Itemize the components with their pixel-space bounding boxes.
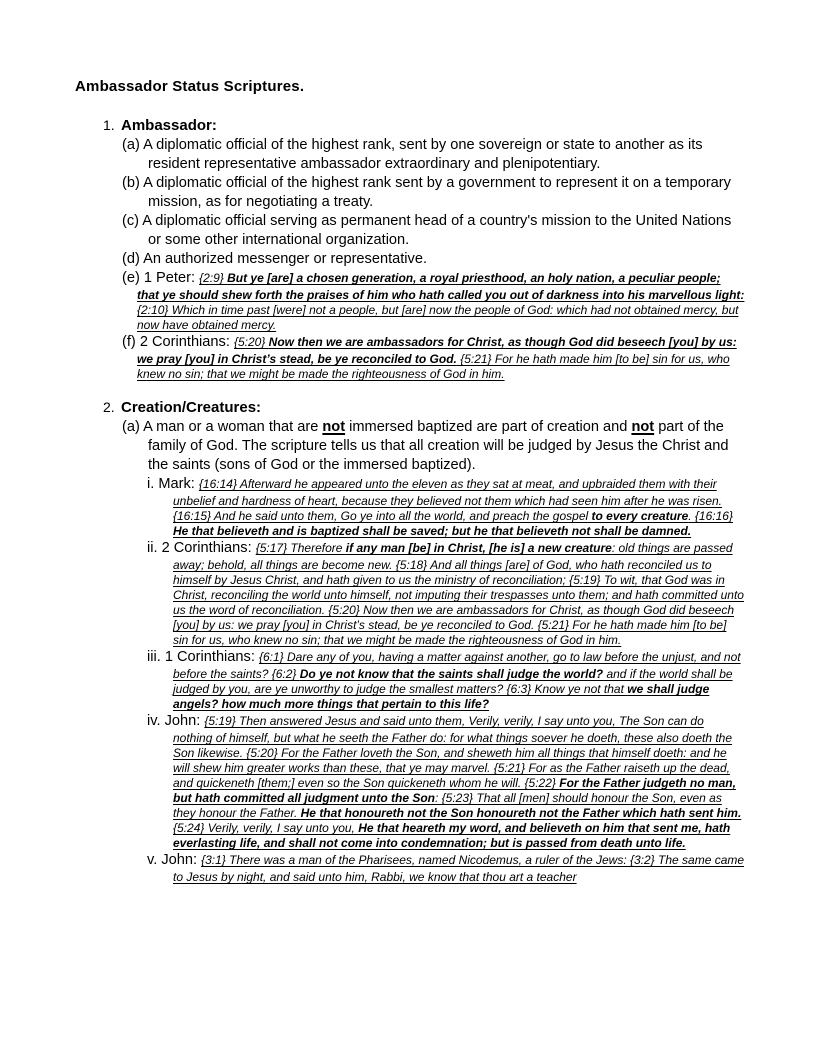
text-segment: immersed baptized are part of creation and [345, 419, 632, 435]
scripture-segment: {16:14} Afterward he appeared unto the eleven as they sat at meat, and upbraided them with their unbelief and hardness of heart, because they believed not them which had seen him after he was risen. {16:15} And he said unto them, Go ye into all the world, and preach the gospel [173, 477, 723, 523]
text-segment: not [631, 419, 655, 435]
item-marker: (a) [122, 137, 144, 153]
document-section [75, 116, 745, 382]
scripture-segment: He that believeth and is baptized shall be saved; but he that believeth not shall be damned. [173, 524, 692, 538]
scripture-segment: For the Father judgeth no man, but hath committed all judgment unto the Son [173, 776, 736, 805]
scripture-segment: {5:21} For he hath made him [to be] sin for us, who knew no sin; that we might be made the righteousness of God in him. [137, 352, 730, 381]
text-segment: part of the family of God. The scripture tells us that all creation will be judged by Jesus the Christ and the saints (sons of God or the immersed baptized). [148, 419, 729, 473]
item-marker: (f) [122, 334, 140, 350]
document-section [75, 398, 745, 885]
definition-item [75, 136, 745, 174]
scripture-item [75, 539, 745, 648]
text-segment: not [322, 419, 346, 435]
scripture-book-label: John: [161, 852, 202, 868]
scripture-book-label: 2 Corinthians: [161, 540, 256, 556]
text-segment: A man or a woman that are [143, 419, 323, 435]
scripture-segment: {5:19} Then answered Jesus and said unto them, Verily, verily, I say unto you, The Son can do nothing of himself, but what he seeth the Father do: for what things soever he doeth, these also doeth the Son likewise. {5:20} For the Father loveth the Son, and sheweth him all things that himself doeth: and he will shew him greater works than these, that ye may marvel. {5:21} For as the Father raiseth up the dead, and quickeneth [them;] even so the Son quickeneth whom he will. {5:22} [173, 714, 733, 790]
section-title: Ambassador: [121, 117, 217, 134]
item-marker: (c) [122, 213, 143, 229]
document-body [75, 116, 745, 885]
item-marker: i. [147, 476, 159, 492]
scripture-segment: {2:10} Which in time past [were] not a people, but [are] now the people of God: which had not obtained mercy, but now have obtained mercy. [137, 303, 739, 332]
scripture-segment: {5:24} Verily, verily, I say unto you, [173, 821, 359, 835]
scripture-segment: Now then we are ambassadors for Christ, as though God did beseech [you] by us: we pray [you] in Christ’s stead, be ye reconciled to God. [137, 335, 737, 366]
scripture-segment: He that honoureth not the Son honoureth not the Father which hath sent him. [300, 806, 742, 820]
scripture-item [75, 333, 745, 382]
scripture-segment: {6:1} Dare any of you, having a matter against another, go to law before the unjust, and not before the saints? {6:2} [173, 650, 741, 681]
scripture-item [75, 475, 745, 539]
section-heading [75, 116, 745, 135]
item-marker: (b) [122, 175, 144, 191]
item-marker: iv. [147, 713, 165, 729]
item-marker: v. [147, 852, 162, 868]
scripture-segment: to every creature [591, 509, 689, 523]
scripture-segment: {5:17} Therefore [255, 541, 346, 555]
scripture-segment: {3:1} There was a man of the Pharisees, named Nicodemus, a ruler of the Jews: {3:2} The same came to Jesus by night, and said unto him, Rabbi, we know that thou art a teacher [173, 853, 745, 884]
item-marker: (e) [122, 270, 144, 286]
scripture-segment: if any man [be] in Christ, [he is] a new creature [345, 541, 612, 555]
scripture-segment: . {16:16} [688, 509, 733, 523]
scripture-book-label: John: [164, 713, 205, 729]
scripture-book-label: Mark: [158, 476, 199, 492]
scripture-item [75, 712, 745, 851]
scripture-segment: {5:20} [233, 335, 269, 349]
definition-item [75, 418, 745, 475]
scripture-book-label: 1 Peter: [143, 270, 200, 286]
item-marker: (d) [122, 251, 144, 267]
scripture-segment: {2:9} [199, 271, 228, 285]
text-segment: A diplomatic official of the highest rank sent by a government to represent it on a temporary mission, as for negotiating a treaty. [143, 175, 731, 210]
section-title: Creation/Creatures: [121, 399, 262, 416]
scripture-book-label: 1 Corinthians: [164, 649, 259, 665]
section-number: 2. [103, 399, 115, 415]
scripture-segment: Do ye not know that the saints shall judge the world? [299, 667, 604, 681]
scripture-segment: and if the world shall be judged by you, are ye unworthy to judge the smallest matters? {6:3} Know ye not that [173, 667, 733, 696]
definition-item [75, 250, 745, 269]
section-number: 1. [103, 117, 115, 133]
definition-item [75, 174, 745, 212]
definition-item [75, 212, 745, 250]
scripture-segment: He that heareth my word, and believeth on him that sent me, hath everlasting life, and shall not come into condemnation; but is passed from death unto life. [173, 821, 731, 850]
scripture-segment: we shall judge angels? how much more things that pertain to this life? [173, 682, 710, 711]
scripture-item [75, 269, 745, 333]
section-heading [75, 398, 745, 417]
item-marker: ii. [147, 540, 162, 556]
scripture-segment: : {5:23} That all [men] should honour the Son, even as they honour the Father. [173, 791, 722, 820]
text-segment: A diplomatic official of the highest rank, sent by one sovereign or state to another as its resident representative ambassador extraordinary and plenipotentiary. [143, 137, 703, 172]
document-title: Ambassador Status Scriptures. [75, 78, 305, 95]
scripture-segment: : old things are passed away; behold, all things are become new. {5:18} And all things [are] of God, who hath reconciled us to himself by Jesus Christ, and hath given to us the ministry of reconciliation; {5:19} To wit, that God was in Christ, reconciling the world unto himself, not imputing their trespasses unto them; and hath committed unto us the word of reconciliation. {5:20} Now then we are ambassadors for Christ, as though God did beseech [you] by us: we pray [you] in Christ’s stead, be ye reconciled to God. {5:21} For he hath made him [to be] sin for us, who knew no sin; that we might be made the righteousness of God in him. [173, 541, 744, 647]
item-marker: (a) [122, 419, 144, 435]
text-segment: An authorized messenger or representative. [143, 251, 428, 267]
text-segment: A diplomatic official serving as permanent head of a country's mission to the United Nations or some other international organization. [142, 213, 732, 248]
scripture-segment: But ye [are] a chosen generation, a royal priesthood, an holy nation, a peculiar people; that ye should shew forth the praises of him who hath called you out of darkness into his marvellous light: [137, 271, 745, 302]
scripture-item [75, 648, 745, 712]
scripture-book-label: 2 Corinthians: [139, 334, 234, 350]
scripture-item [75, 851, 745, 885]
item-marker: iii. [147, 649, 165, 665]
